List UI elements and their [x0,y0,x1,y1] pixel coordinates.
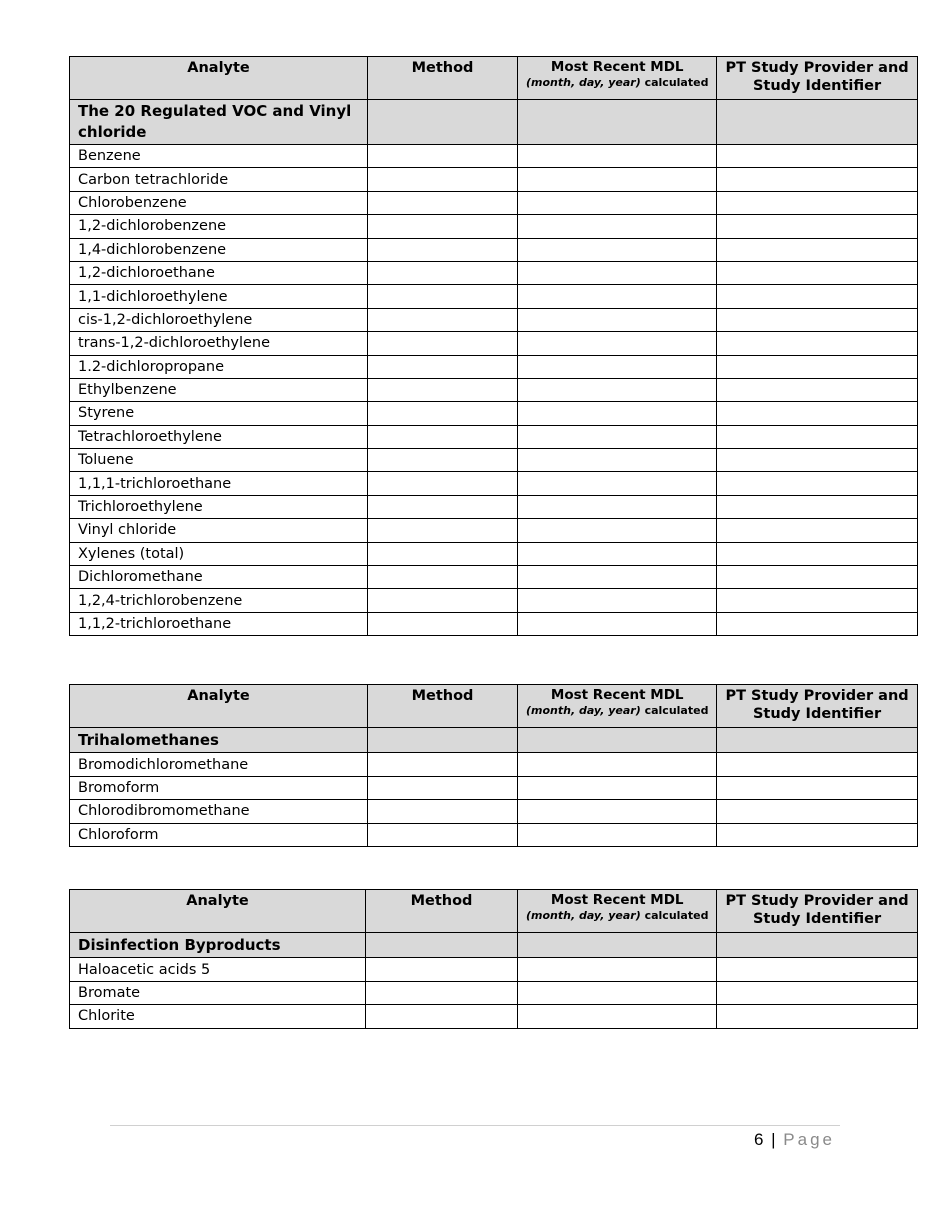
analyte-cell: Dichloromethane [70,566,368,589]
column-header-mdl [518,685,717,728]
pt-study-cell[interactable] [717,519,917,542]
mdl-cell[interactable] [518,378,717,401]
pt-study-cell[interactable] [717,958,917,981]
column-header-analyte: Analyte [70,685,368,728]
group-empty-cell [518,933,717,958]
pt-study-cell[interactable] [717,215,917,238]
table-row [70,425,918,448]
pt-header-line2: Study Identifier [752,706,882,722]
pt-study-cell[interactable] [717,145,917,168]
pt-study-cell[interactable] [717,1005,917,1028]
method-cell[interactable] [368,495,518,518]
method-cell[interactable] [368,800,518,823]
mdl-cell[interactable] [518,566,717,589]
mdl-cell[interactable] [518,191,717,214]
mdl-cell[interactable] [518,1005,717,1028]
analyte-cell: Chlorodibromomethane [70,800,368,823]
group-empty-cell [366,933,518,958]
group-empty-cell [518,100,717,145]
method-cell[interactable] [368,261,518,284]
mdl-header-subtitle [526,76,708,90]
table-row [70,823,918,846]
mdl-cell[interactable] [518,495,717,518]
mdl-cell[interactable] [518,285,717,308]
analyte-cell: Bromodichloromethane [70,753,368,776]
pt-study-cell[interactable] [717,402,917,425]
analyte-cell: Chloroform [70,823,368,846]
method-cell[interactable] [368,378,518,401]
analyte-cell: trans-1,2-dichloroethylene [70,332,368,355]
analyte-cell: Bromate [70,981,366,1004]
group-empty-cell [518,728,717,753]
table-row [70,355,918,378]
analyte-cell: Chlorobenzene [70,191,368,214]
mdl-cell[interactable] [518,332,717,355]
pt-study-cell[interactable] [717,753,917,776]
mdl-header-subtitle [526,909,708,923]
mdl-cell[interactable] [518,449,717,472]
pt-study-cell[interactable] [717,542,917,565]
mdl-calculated-label: calculated [640,704,709,717]
column-header-pt-study [717,890,917,933]
pt-study-cell[interactable] [717,355,917,378]
analyte-cell: Xylenes (total) [70,542,368,565]
method-cell[interactable] [368,753,518,776]
group-empty-cell [717,933,917,958]
table-row [70,472,918,495]
analyte-cell: Trichloroethylene [70,495,368,518]
pt-study-cell[interactable] [717,612,917,635]
mdl-cell[interactable] [518,168,717,191]
table-row [70,958,918,981]
analyte-cell: Vinyl chloride [70,519,368,542]
mdl-cell[interactable] [518,261,717,284]
disinfection-byproducts-table [69,889,918,1029]
mdl-cell[interactable] [518,823,717,846]
analyte-cell: 1,2-dichlorobenzene [70,215,368,238]
mdl-cell[interactable] [518,612,717,635]
column-header-method: Method [366,890,518,933]
mdl-cell[interactable] [518,800,717,823]
analyte-cell: 1,4-dichlorobenzene [70,238,368,261]
pt-study-cell[interactable] [717,981,917,1004]
pt-study-cell[interactable] [717,308,917,331]
table-row [70,191,918,214]
pt-header-line1: PT Study Provider and [725,60,909,76]
header-row [70,57,918,100]
analyte-cell: Bromoform [70,776,368,799]
method-cell[interactable] [368,332,518,355]
analyte-cell: Haloacetic acids 5 [70,958,366,981]
method-cell[interactable] [368,285,518,308]
analyte-cell: Carbon tetrachloride [70,168,368,191]
method-cell[interactable] [366,981,518,1004]
column-header-analyte: Analyte [70,890,366,933]
group-empty-cell [368,728,518,753]
mdl-cell[interactable] [518,519,717,542]
pt-study-cell[interactable] [717,425,917,448]
mdl-cell[interactable] [518,402,717,425]
analyte-cell: 1,1,2-trichloroethane [70,612,368,635]
analyte-cell: 1,2,4-trichlorobenzene [70,589,368,612]
pt-study-cell[interactable] [717,776,917,799]
mdl-cell[interactable] [518,776,717,799]
pt-study-cell[interactable] [717,800,917,823]
method-cell[interactable] [368,238,518,261]
pt-header-line2: Study Identifier [752,78,882,94]
table-row [70,238,918,261]
method-cell[interactable] [368,589,518,612]
mdl-cell[interactable] [518,355,717,378]
method-cell[interactable] [368,776,518,799]
method-cell[interactable] [368,472,518,495]
table-row [70,145,918,168]
mdl-cell[interactable] [518,472,717,495]
analyte-cell: Toluene [70,449,368,472]
analyte-cell: 1,2-dichloroethane [70,261,368,284]
table-row [70,215,918,238]
column-header-pt-study [717,685,917,728]
mdl-cell[interactable] [518,425,717,448]
group-label: The 20 Regulated VOC and Vinyl chloride [70,100,368,145]
column-header-method: Method [368,57,518,100]
table-row [70,495,918,518]
column-header-mdl [518,57,717,100]
mdl-cell[interactable] [518,589,717,612]
analyte-cell: 1,1,1-trichloroethane [70,472,368,495]
pt-study-cell[interactable] [717,261,917,284]
group-row [70,933,918,958]
mdl-date-format: (month, day, year) [526,909,641,922]
voc-table [69,56,918,636]
table-row [70,1005,918,1028]
analyte-cell: 1.2-dichloropropane [70,355,368,378]
pt-study-cell[interactable] [717,191,917,214]
mdl-header-subtitle [526,704,708,718]
method-cell[interactable] [366,958,518,981]
analyte-cell: cis-1,2-dichloroethylene [70,308,368,331]
table-row [70,542,918,565]
group-row [70,728,918,753]
mdl-cell[interactable] [518,958,717,981]
pt-header-line1: PT Study Provider and [725,688,909,704]
pt-study-cell[interactable] [717,285,917,308]
table-row [70,308,918,331]
mdl-calculated-label: calculated [640,909,709,922]
pt-study-cell[interactable] [717,449,917,472]
mdl-date-format: (month, day, year) [526,704,641,717]
table-row [70,800,918,823]
table-row [70,753,918,776]
pt-study-cell[interactable] [717,238,917,261]
group-label: Disinfection Byproducts [70,933,366,958]
pt-study-cell[interactable] [717,589,917,612]
table-row [70,402,918,425]
mdl-cell[interactable] [518,753,717,776]
column-header-pt-study [717,57,917,100]
method-cell[interactable] [368,612,518,635]
pt-study-cell[interactable] [717,472,917,495]
table-row [70,261,918,284]
pt-study-cell[interactable] [717,823,917,846]
method-cell[interactable] [368,449,518,472]
table-row [70,566,918,589]
method-cell[interactable] [368,542,518,565]
table-row [70,285,918,308]
group-empty-cell [717,728,917,753]
analyte-cell: 1,1-dichloroethylene [70,285,368,308]
analyte-cell: Styrene [70,402,368,425]
group-empty-cell [368,100,518,145]
page-label: Page [783,1130,835,1149]
method-cell[interactable] [368,191,518,214]
method-cell[interactable] [368,215,518,238]
mdl-header-title: Most Recent MDL [550,892,684,908]
pt-study-cell[interactable] [717,495,917,518]
table-row [70,168,918,191]
mdl-header-title: Most Recent MDL [550,59,684,75]
mdl-header-title: Most Recent MDL [550,687,684,703]
column-header-method: Method [368,685,518,728]
method-cell[interactable] [368,168,518,191]
table-row [70,589,918,612]
trihalomethanes-table [69,684,918,847]
group-label: Trihalomethanes [70,728,368,753]
table-row [70,612,918,635]
method-cell[interactable] [366,1005,518,1028]
page-footer [754,1130,835,1150]
method-cell[interactable] [368,425,518,448]
pt-study-cell[interactable] [717,332,917,355]
mdl-cell[interactable] [518,215,717,238]
table-row [70,332,918,355]
method-cell[interactable] [368,145,518,168]
table-row [70,981,918,1004]
analyte-cell: Tetrachloroethylene [70,425,368,448]
footer-divider [110,1125,840,1126]
header-row [70,890,918,933]
mdl-cell[interactable] [518,145,717,168]
method-cell[interactable] [368,402,518,425]
table-row [70,776,918,799]
page-separator: | [771,1130,776,1149]
mdl-calculated-label: calculated [640,76,709,89]
header-row [70,685,918,728]
method-cell[interactable] [368,355,518,378]
pt-header-line1: PT Study Provider and [725,893,909,909]
pt-study-cell[interactable] [717,566,917,589]
analyte-cell: Benzene [70,145,368,168]
column-header-analyte: Analyte [70,57,368,100]
mdl-date-format: (month, day, year) [526,76,641,89]
mdl-cell[interactable] [518,308,717,331]
mdl-cell[interactable] [518,542,717,565]
group-row [70,100,918,145]
method-cell[interactable] [368,823,518,846]
page-number: 6 [753,1130,764,1149]
group-empty-cell [717,100,917,145]
pt-study-cell[interactable] [717,168,917,191]
pt-study-cell[interactable] [717,378,917,401]
table-row [70,449,918,472]
column-header-mdl [518,890,717,933]
method-cell[interactable] [368,308,518,331]
method-cell[interactable] [368,519,518,542]
pt-header-line2: Study Identifier [752,911,882,927]
analyte-cell: Chlorite [70,1005,366,1028]
table-row [70,519,918,542]
method-cell[interactable] [368,566,518,589]
analyte-cell: Ethylbenzene [70,378,368,401]
mdl-cell[interactable] [518,238,717,261]
mdl-cell[interactable] [518,981,717,1004]
table-row [70,378,918,401]
